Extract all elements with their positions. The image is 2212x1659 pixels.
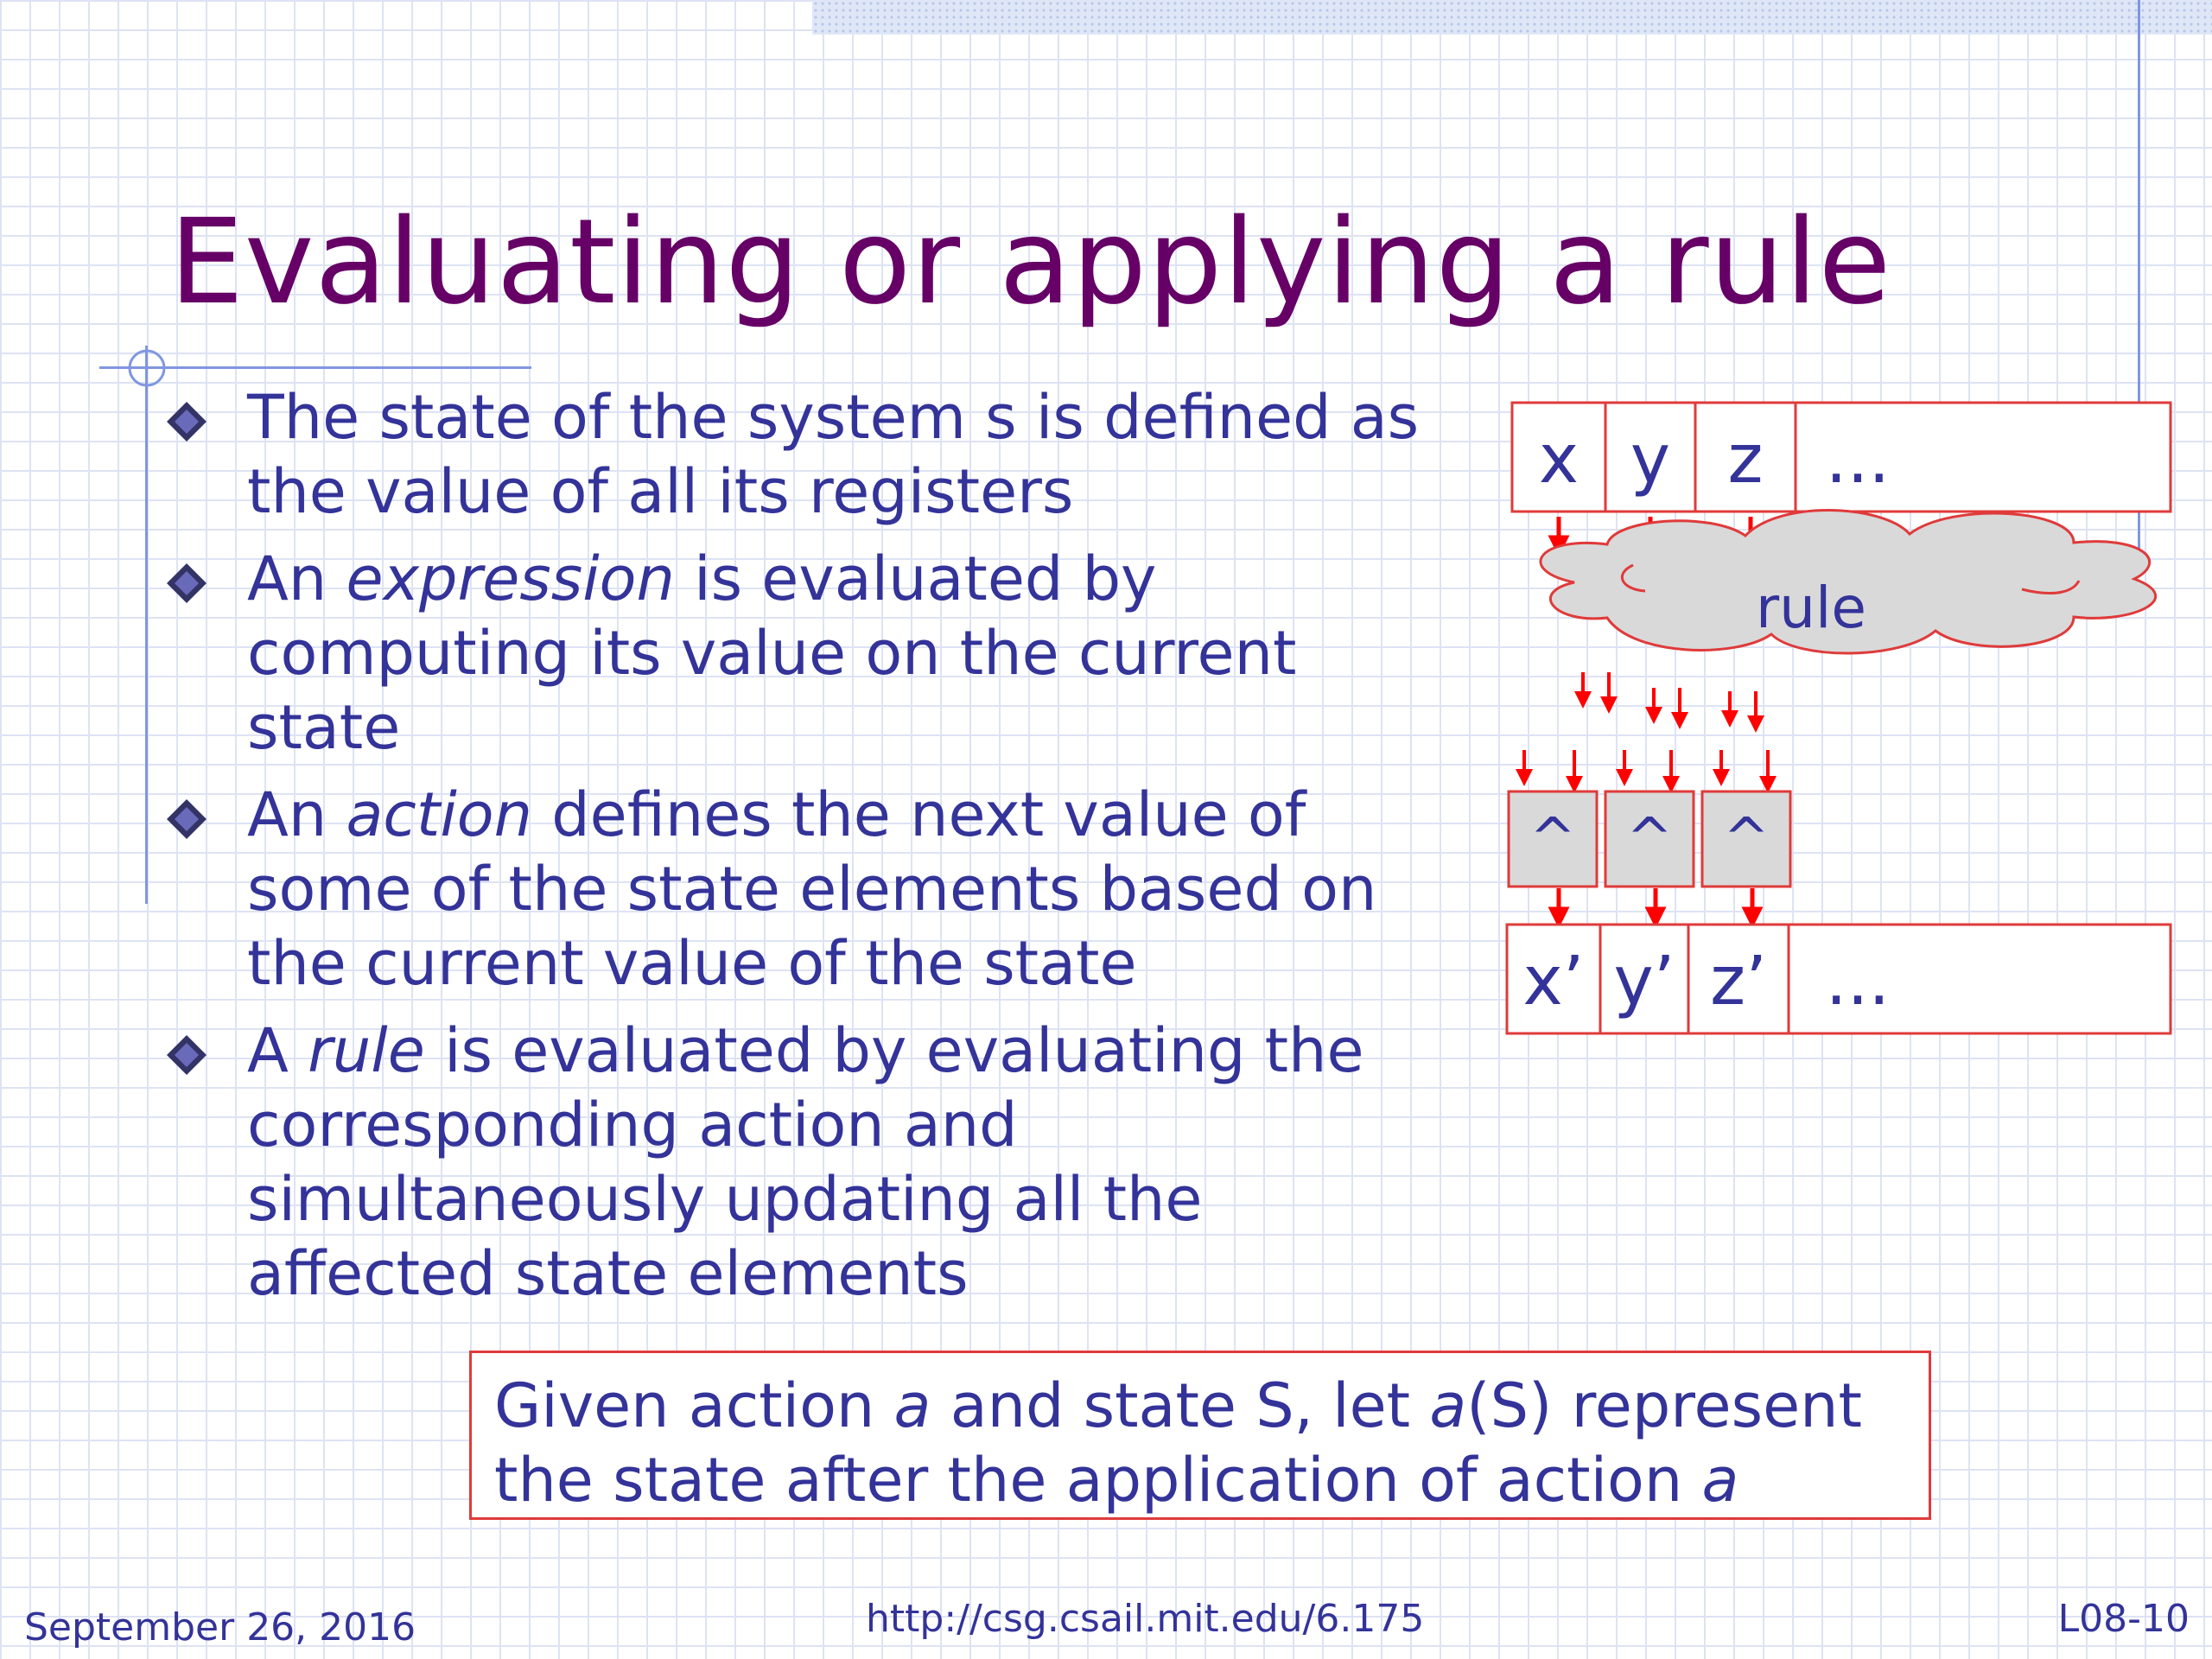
- footer-url[interactable]: http://csg.csail.mit.edu/6.175: [866, 1597, 1425, 1641]
- input-cell-x: x: [1538, 421, 1580, 499]
- input-cell-ellipsis: ...: [1825, 421, 1891, 499]
- bullet-item: [164, 542, 1426, 765]
- callout-emphasis: a: [1429, 1370, 1467, 1441]
- output-state-register: [1507, 925, 2171, 1033]
- footer-date: September 26, 2016: [24, 1605, 416, 1649]
- bullet-text: The state of the system s is defined as the value of all its registers: [247, 382, 1420, 527]
- rule-label: rule: [1756, 575, 1866, 641]
- rule-output-arrows: [1583, 672, 1756, 724]
- bullet-emphasis: rule: [308, 1015, 425, 1086]
- bullet-item: [164, 778, 1426, 1001]
- callout-line-2: [494, 1443, 1929, 1517]
- callout-line-1: [494, 1369, 1929, 1443]
- bullet-emphasis: action: [346, 779, 532, 850]
- diamond-bullet-icon: [164, 1033, 209, 1077]
- gate-input-arrows: [1524, 750, 1768, 785]
- input-cell-z: z: [1727, 421, 1764, 499]
- diamond-bullet-icon: [164, 797, 209, 842]
- and-gate-2: ^: [1626, 807, 1673, 871]
- bullet-list: [164, 380, 1426, 1324]
- bullet-emphasis: expression: [346, 543, 675, 614]
- and-gate-3: ^: [1723, 807, 1770, 871]
- and-gate-1: ^: [1529, 807, 1576, 871]
- bullet-text: defines the next value of some of the state elements based on the current value of the state: [247, 779, 1377, 999]
- rule-cloud: [1541, 510, 2156, 653]
- bullet-text: is evaluated by evaluating the corresponding action and simultaneously updating all the affected state elements: [247, 1015, 1364, 1309]
- bullet-text: A: [247, 1015, 308, 1086]
- callout-text: and state S, let: [931, 1370, 1430, 1441]
- callout-text: (S) represent: [1466, 1370, 1862, 1441]
- diamond-bullet-icon: [164, 561, 209, 606]
- callout-text: Given action: [494, 1370, 894, 1441]
- left-vertical-rule: [145, 346, 148, 904]
- input-state-register: [1512, 403, 2171, 512]
- and-gates: [1509, 791, 1790, 887]
- definition-callout-box: [469, 1351, 1931, 1520]
- diamond-bullet-icon: [164, 399, 209, 444]
- callout-text: the state after the application of action: [494, 1445, 1702, 1516]
- output-cell-ellipsis: ...: [1825, 943, 1891, 1020]
- slide-title: Evaluating or applying a rule: [169, 194, 1892, 331]
- top-decorative-band: [812, 0, 2212, 35]
- output-cell-x-next: x’: [1522, 943, 1585, 1020]
- callout-emphasis: a: [893, 1370, 931, 1441]
- bullet-text: An: [247, 543, 346, 614]
- output-cell-y-next: y’: [1613, 943, 1675, 1020]
- bullet-item: [164, 1014, 1426, 1311]
- output-cell-z-next: z’: [1710, 943, 1767, 1020]
- bullet-item: [164, 380, 1426, 529]
- footer-slide-number: L08-10: [2057, 1597, 2190, 1641]
- input-cell-y: y: [1630, 421, 1671, 499]
- rule-evaluation-diagram: [1503, 397, 2186, 1054]
- bullet-text: An: [247, 779, 346, 850]
- callout-emphasis: a: [1701, 1445, 1739, 1516]
- bullet-text: is evaluated by computing its value on the current state: [247, 543, 1297, 763]
- gate-output-arrows: [1559, 888, 1752, 918]
